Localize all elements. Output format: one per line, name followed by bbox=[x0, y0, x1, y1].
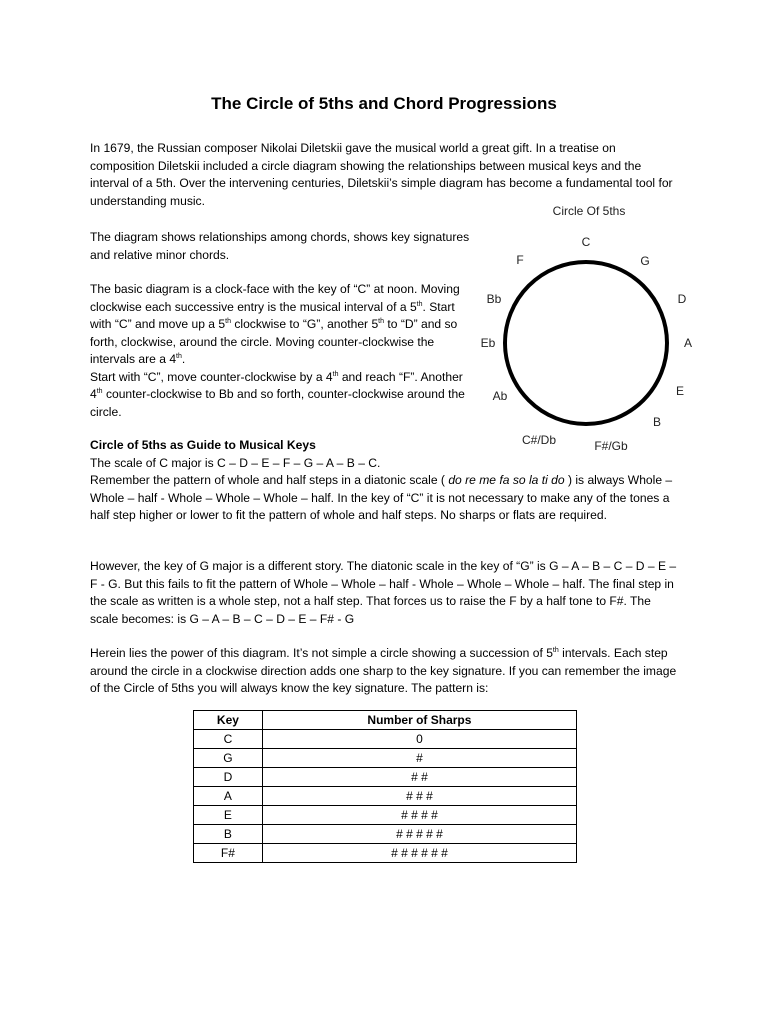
key-cell: B bbox=[194, 825, 263, 844]
text-run: Herein lies the power of this diagram. It’s not simple a circle showing a succession of 5 bbox=[90, 646, 553, 660]
table-row bbox=[194, 768, 577, 787]
superscript: th bbox=[225, 317, 231, 325]
text-run: counter-clockwise to Bb and so forth, counter-clockwise around the circle. bbox=[90, 387, 465, 419]
table-row bbox=[194, 787, 577, 806]
key-label-e-flat: Eb bbox=[480, 336, 496, 350]
sharps-cell: # # # # # bbox=[262, 825, 576, 844]
text-run: ) is always Whole – Whole – half - Whole – Whole – Whole – half. In the key of “C” it is not necessary to make any of the tones a half step higher or lower to fit the pattern of whole and half steps. No sharps or flats are required. bbox=[90, 473, 673, 522]
section-heading: Circle of 5ths as Guide to Musical Keys bbox=[90, 438, 316, 452]
key-label-a: A bbox=[683, 336, 693, 350]
power-paragraph bbox=[90, 645, 680, 698]
table-row bbox=[194, 806, 577, 825]
circle-of-fifths-svg bbox=[470, 198, 710, 463]
table-header-row bbox=[194, 711, 577, 730]
key-label-g: G bbox=[640, 254, 650, 268]
key-cell: G bbox=[194, 749, 263, 768]
key-label-a-flat: Ab bbox=[492, 389, 508, 403]
circle-of-fifths-diagram bbox=[470, 198, 710, 463]
superscript: th bbox=[96, 387, 103, 395]
superscript: th bbox=[332, 370, 339, 378]
sharps-cell: # # # # bbox=[262, 806, 576, 825]
key-label-f-sharp-g-flat: F#/Gb bbox=[594, 439, 628, 453]
diagram-description-paragraph: The diagram shows relationships among chords, shows key signatures and relative minor chords. bbox=[90, 230, 470, 262]
sharps-cell: # bbox=[262, 749, 576, 768]
text-run: intervals. Each step around the circle in a clockwise direction adds one sharp to the key signature. If you can remember the image of the Circle of 5ths you will always know the key signature. The pattern is: bbox=[90, 646, 677, 695]
table-row bbox=[194, 844, 577, 863]
sharps-cell: # # bbox=[262, 768, 576, 787]
text-run: . bbox=[181, 352, 186, 366]
g-major-paragraph: However, the key of G major is a different story. The diatonic scale in the key of “G” is G – A – B – C – D – E – F - G. But this fails to fit the pattern of Whole – Whole – half - Whole – Whole – Whole – half. The final step in the scale as written is a whole step, not a half step. That forces us to raise the F by a half tone to F#. The scale becomes: is G – A – B – C – D – E – F# - G bbox=[90, 559, 677, 626]
key-label-b: B bbox=[652, 415, 662, 429]
key-label-f: F bbox=[516, 253, 524, 267]
table-row bbox=[194, 730, 577, 749]
intro-paragraph: In 1679, the Russian composer Nikolai Diletskii gave the musical world a great gift. In a treatise on composition Diletskii included a circle diagram showing the relationships between musical keys and the interval of a 5th. Over the intervening centuries, Diletskii’s simple diagram has become a fundamental tool for understanding music. bbox=[90, 141, 673, 208]
table-row bbox=[194, 825, 577, 844]
text-run: to “D” and so forth, clockwise, around the circle. Moving counter-clockwise the intervals are a 4 bbox=[90, 317, 458, 366]
page-title: The Circle of 5ths and Chord Progressions bbox=[211, 94, 557, 113]
text-run: clockwise to “G”, another 5 bbox=[230, 317, 379, 331]
key-label-d: D bbox=[677, 292, 687, 306]
sharps-cell: # # # bbox=[262, 787, 576, 806]
key-signature-table bbox=[193, 710, 577, 863]
text-run: Start with “C”, move counter-clockwise by a 4 bbox=[90, 369, 333, 384]
text-run: The basic diagram is a clock-face with the key of “C” at noon. Moving clockwise each successive entry is the musical interval of a 5 bbox=[90, 282, 460, 314]
key-cell: D bbox=[194, 768, 263, 787]
key-cell: C bbox=[194, 730, 263, 749]
key-label-c-sharp-d-flat: C#/Db bbox=[521, 433, 557, 447]
superscript: th bbox=[176, 352, 182, 360]
header-number-of-sharps: Number of Sharps bbox=[262, 711, 576, 730]
basic-diagram-paragraph bbox=[90, 281, 475, 421]
table-row bbox=[194, 749, 577, 768]
text-run: The scale of C major is C – D – E – F – G – A – B – C. bbox=[90, 455, 381, 470]
text-run: . Start with “C” and move up a 5 bbox=[90, 299, 455, 331]
header-key: Key bbox=[194, 711, 263, 730]
key-cell: A bbox=[194, 787, 263, 806]
key-label-e: E bbox=[675, 384, 685, 398]
key-cell: F# bbox=[194, 844, 263, 863]
key-cell: E bbox=[194, 806, 263, 825]
superscript: th bbox=[378, 317, 385, 325]
superscript: th bbox=[416, 300, 423, 308]
diagram-title: Circle Of 5ths bbox=[552, 204, 626, 218]
sharps-cell: # # # # # # bbox=[262, 844, 576, 863]
key-label-b-flat: Bb bbox=[486, 292, 502, 306]
text-run: and reach “F”. Another 4 bbox=[90, 369, 463, 401]
superscript: th bbox=[552, 646, 559, 654]
sharps-cell: 0 bbox=[262, 730, 576, 749]
key-label-c: C bbox=[581, 235, 591, 249]
text-run: Remember the pattern of whole and half steps in a diatonic scale ( bbox=[90, 473, 449, 487]
solfege-text: do re me fa so la ti do bbox=[448, 473, 565, 487]
